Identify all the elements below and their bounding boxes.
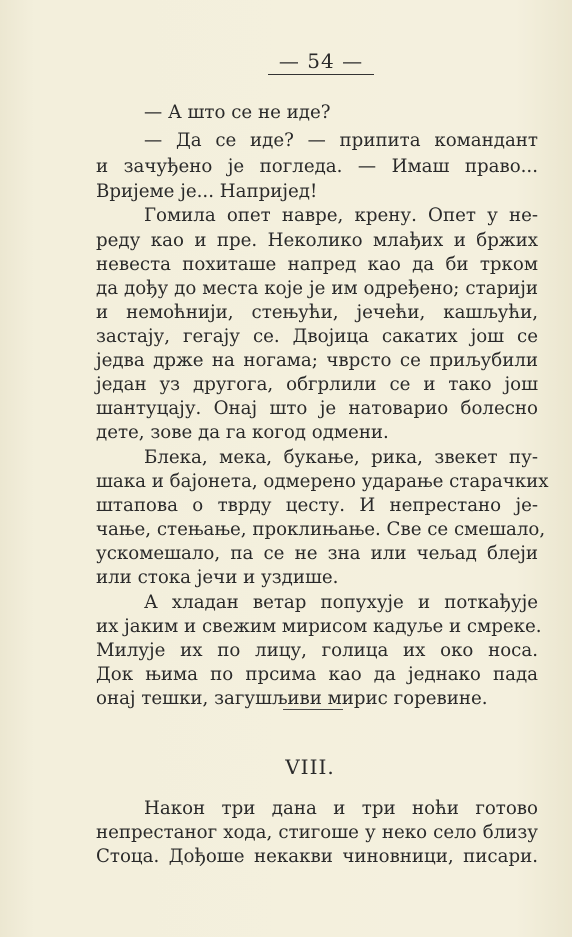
text-line: Стоца. Дођоше некакви чиновници, писари.: [96, 846, 538, 867]
text-line: једва држе на ногама; чврсто се приљубили: [96, 350, 538, 371]
text-line: Док њима по прсима као да једнако пада: [96, 664, 538, 685]
text-line: шака и бајонета, одмерено ударање старачких: [96, 471, 549, 492]
text-line: или стока јечи и уздише.: [96, 567, 339, 588]
text-line: Блека, мека, букање, рика, звекет пу-: [144, 447, 538, 468]
text-line: Гомила опет навре, крену. Опет у не-: [144, 205, 538, 226]
text-line: Милује их по лицу, голица их око носа.: [96, 640, 538, 661]
text-line: дете, зове да га когод одмени.: [96, 422, 389, 443]
text-line: застају, гегају се. Двојица сакатих још се: [96, 326, 538, 347]
text-line: Вријеме је... Напријед!: [96, 181, 318, 202]
text-line: их јаким и свежим мирисом кадуље и смреке.: [96, 616, 542, 637]
text-line: — Да се иде? — припита командант: [144, 130, 538, 151]
text-line: чање, стењање, проклињање. Све се смешало,: [96, 519, 546, 540]
text-line: ускомешало, па се не зна или чељад блеји: [96, 543, 538, 564]
text-line: и немоћнији, стењући, јечећи, кашљући,: [96, 302, 538, 323]
text-line: невеста похиташе напред као да би трком: [96, 254, 538, 275]
text-line: Након три дана и три ноћи готово: [144, 798, 538, 819]
text-line: да дођу до места које је им одређено; старији: [96, 278, 538, 299]
text-line: шантуцају. Онај што је натоварио болесно: [96, 398, 538, 419]
text-line: штапова о тврду цесту. И непрестано је-: [96, 495, 538, 516]
text-line: реду као и пре. Неколико млађих и бржих: [96, 230, 538, 251]
text-line: и зачуђено је погледа. — Имаш право...: [96, 156, 538, 177]
page-number: — 54 —: [268, 50, 374, 75]
chapter-heading: VIII.: [285, 755, 335, 779]
text-line: А хладан ветар попухује и поткађује: [144, 592, 538, 613]
section-divider: [283, 709, 343, 710]
text-line: непрестаног хода, стигоше у неко село близу: [96, 822, 538, 843]
text-line: један уз другога, обгрлили се и тако још: [96, 374, 538, 395]
text-line: онај тешки, загушљиви мирис горевине.: [96, 688, 488, 709]
text-line: — А што се не иде?: [144, 102, 331, 123]
